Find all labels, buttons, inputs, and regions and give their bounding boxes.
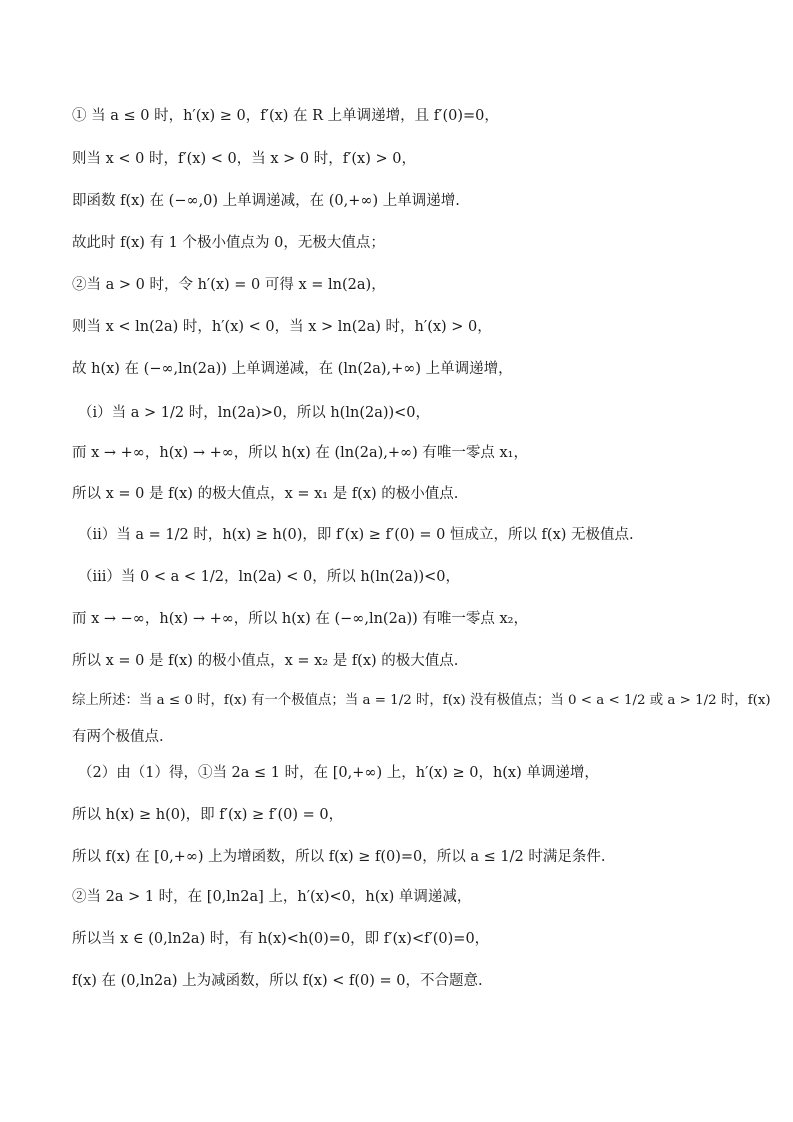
- text-line: （ii）当 a = 1/2 时，h(x) ≥ h(0)，即 f′(x) ≥ f′(0) = 0 恒成立，所以 f(x) 无极值点.: [78, 527, 634, 543]
- text-line: 而 x → +∞，h(x) → +∞，所以 h(x) 在 (ln(2a),+∞) 有唯一零点 x₁，: [72, 445, 528, 461]
- text-line: （2）由（1）得，①当 2a ≤ 1 时，在 [0,+∞) 上，h′(x) ≥ 0，h(x) 单调递增，: [78, 765, 599, 781]
- text-line: ②当 2a > 1 时，在 [0,ln2a] 上，h′(x)<0，h(x) 单调递减，: [72, 889, 472, 905]
- text-line: 故此时 f(x) 有 1 个极小值点为 0，无极大值点；: [72, 235, 385, 251]
- text-line: 所以 f(x) 在 [0,+∞) 上为增函数，所以 f(x) ≥ f(0)=0，所以 a ≤ 1/2 时满足条件.: [72, 849, 606, 865]
- text-line: ① 当 a ≤ 0 时，h′(x) ≥ 0，f′(x) 在 R 上单调递增，且 f′(0)=0，: [72, 108, 499, 124]
- text-line: （iii）当 0 < a < 1/2，ln(2a) < 0，所以 h(ln(2a))<0，: [78, 569, 461, 585]
- text-line: ②当 a > 0 时，令 h′(x) = 0 可得 x = ln(2a)，: [72, 277, 386, 293]
- text-line: 所以当 x ∈ (0,ln2a) 时，有 h(x)<h(0)=0，即 f′(x)<f′(0)=0，: [72, 931, 490, 947]
- text-line: 故 h(x) 在 (−∞,ln(2a)) 上单调递减，在 (ln(2a),+∞) 上单调递增，: [72, 361, 513, 377]
- text-line: 所以 h(x) ≥ h(0)，即 f′(x) ≥ f′(0) = 0，: [72, 807, 344, 823]
- text-line: 而 x → −∞，h(x) → +∞，所以 h(x) 在 (−∞,ln(2a)) 有唯一零点 x₂，: [72, 611, 528, 627]
- text-line: 所以 x = 0 是 f(x) 的极大值点，x = x₁ 是 f(x) 的极小值点.: [72, 486, 459, 502]
- text-line: 则当 x < ln(2a) 时，h′(x) < 0，当 x > ln(2a) 时，h′(x) > 0，: [72, 319, 492, 335]
- text-line: f(x) 在 (0,ln2a) 上为减函数，所以 f(x) < f(0) = 0，不合题意.: [72, 973, 483, 989]
- text-line: 即函数 f(x) 在 (−∞,0) 上单调递减，在 (0,+∞) 上单调递增.: [72, 193, 460, 209]
- text-line: （i）当 a > 1/2 时，ln(2a)>0，所以 h(ln(2a))<0，: [78, 405, 431, 421]
- text-line: 则当 x < 0 时，f′(x) < 0，当 x > 0 时，f′(x) > 0，: [72, 151, 416, 167]
- text-line: 综上所述：当 a ≤ 0 时，f(x) 有一个极值点；当 a = 1/2 时，f(x) 没有极值点；当 0 < a < 1/2 或 a > 1/2 时，f(x): [72, 693, 771, 708]
- text-line: 所以 x = 0 是 f(x) 的极小值点，x = x₂ 是 f(x) 的极大值点.: [72, 653, 459, 669]
- text-line: 有两个极值点.: [72, 729, 164, 745]
